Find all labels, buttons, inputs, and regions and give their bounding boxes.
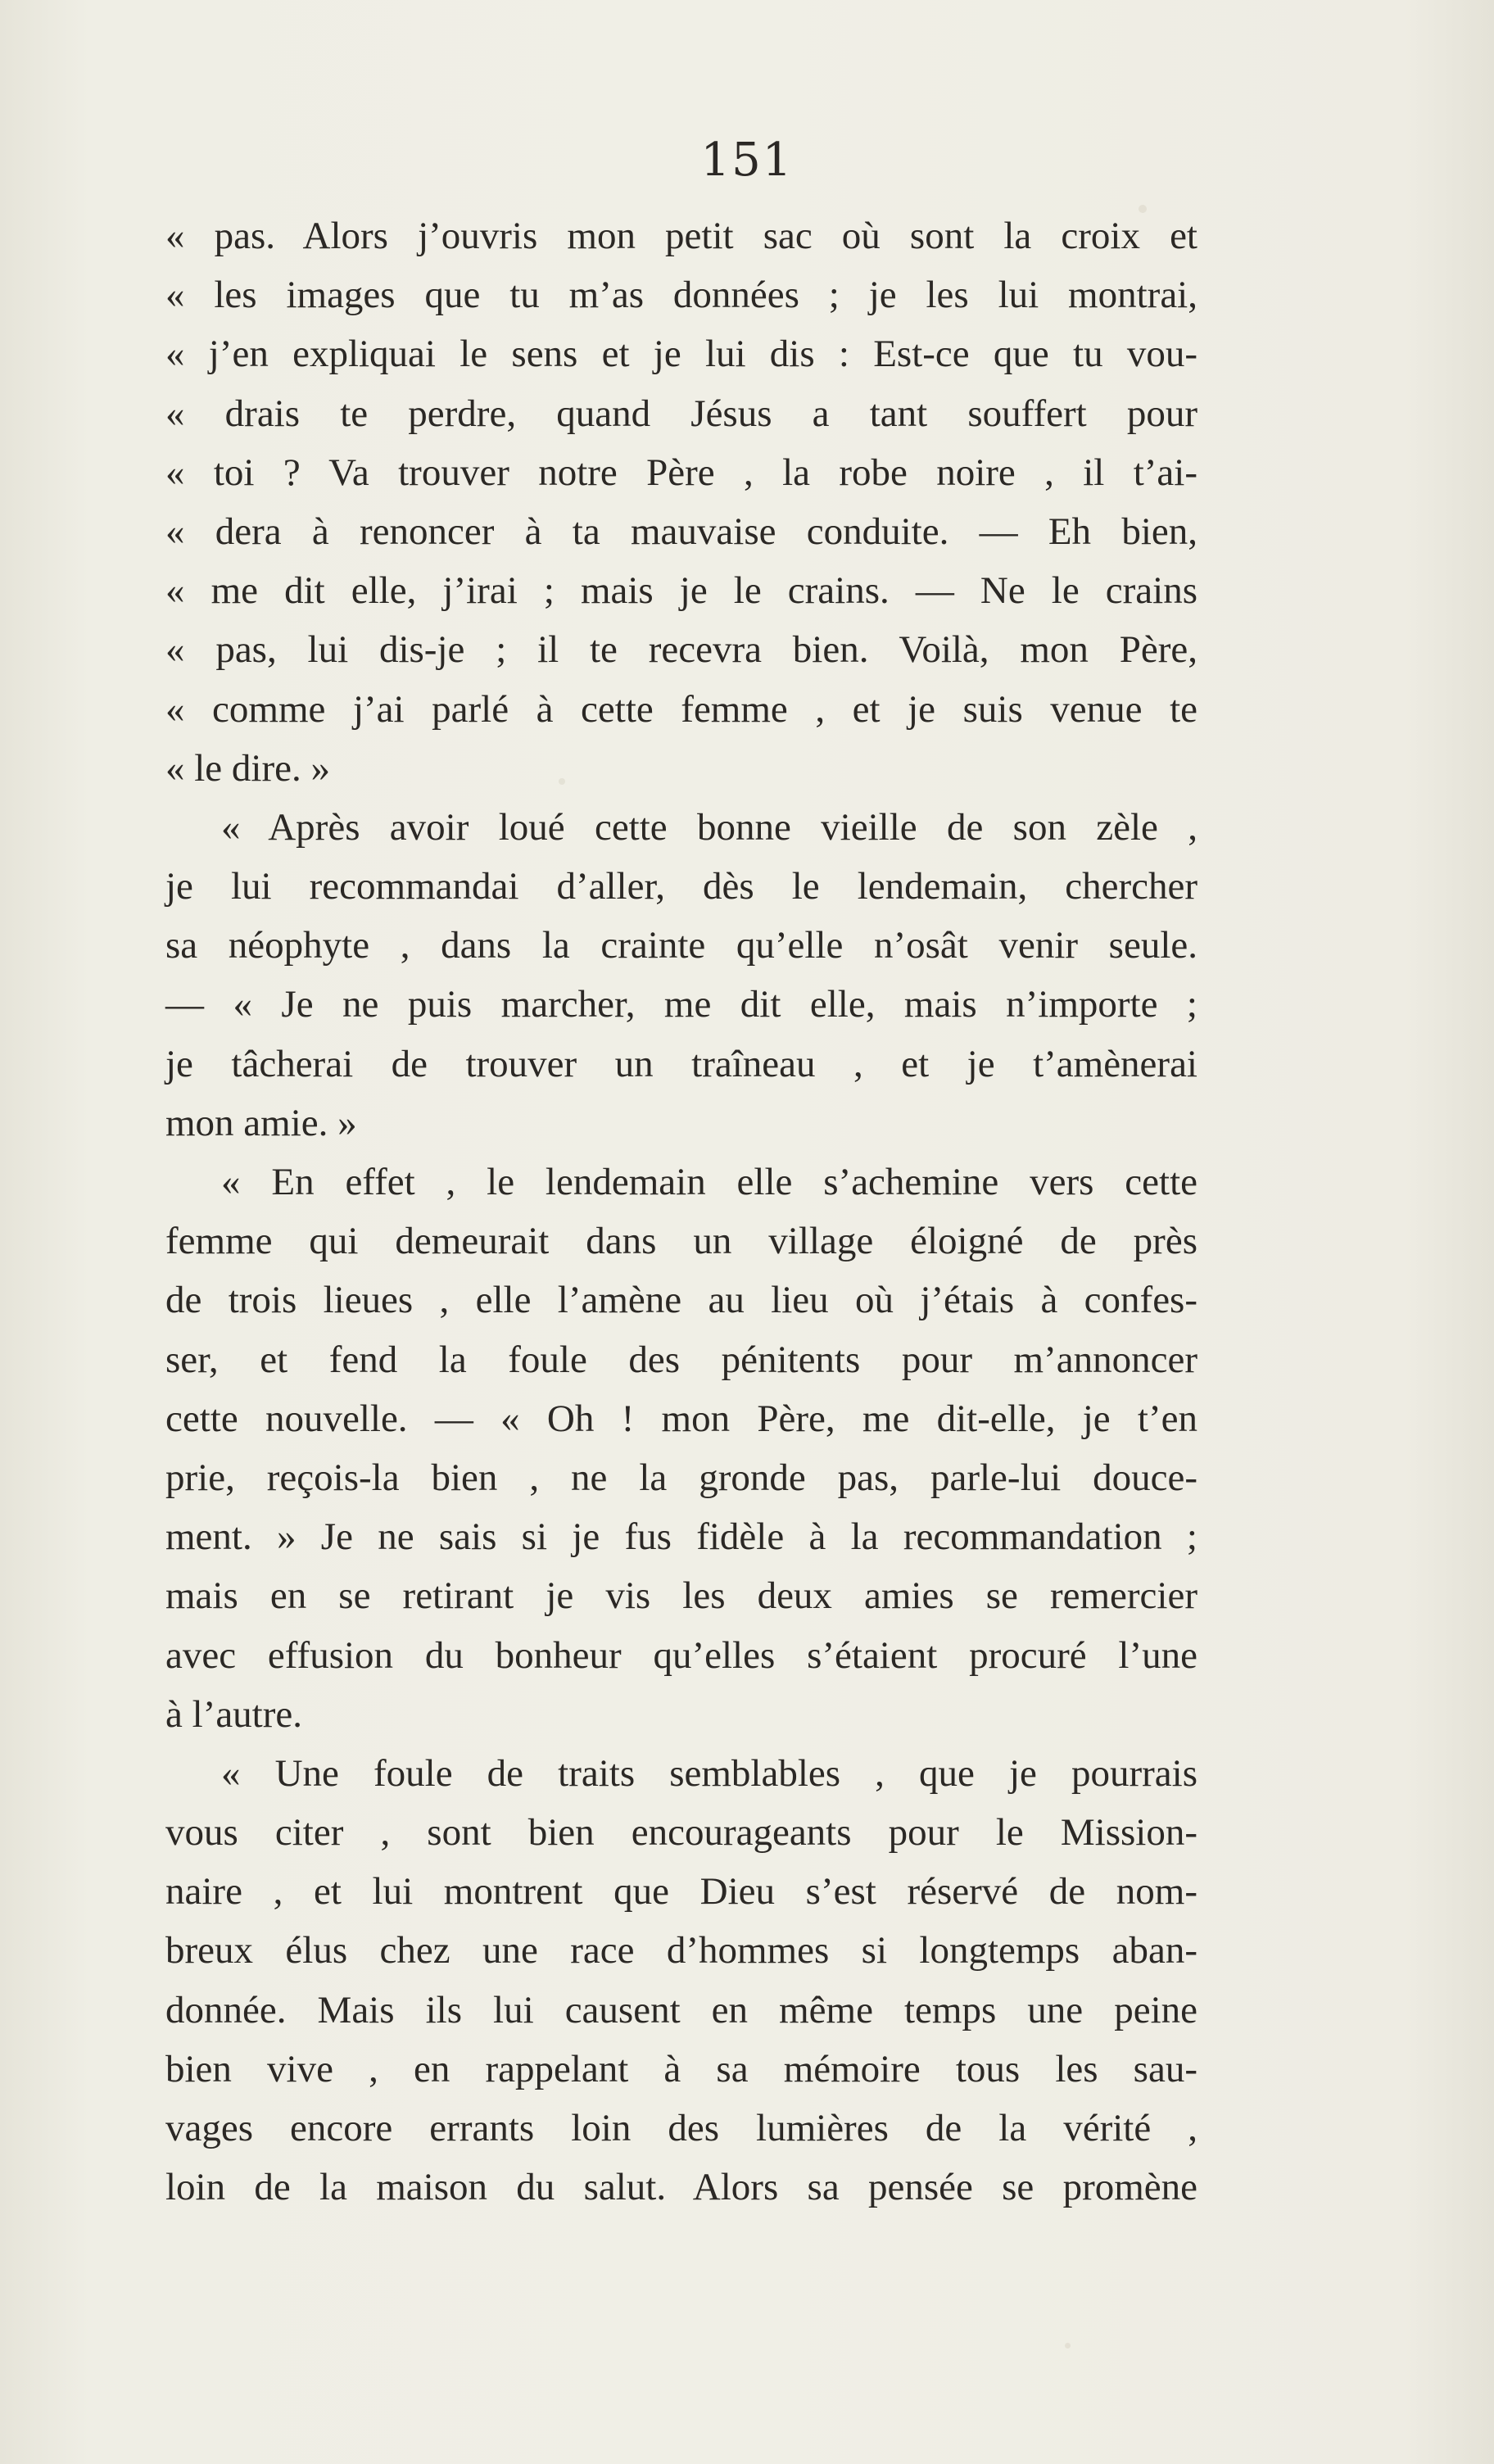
text-line: « En effet , le lendemain elle s’achemine vers cette: [221, 1161, 1197, 1203]
text-line: « comme j’ai parlé à cette femme , et je suis venue te: [165, 687, 1197, 731]
text-line: mon amie. »: [165, 1101, 357, 1144]
text-line: « pas, lui dis-je ; il te recevra bien. Voilà, mon Père,: [165, 628, 1197, 672]
text-line: femme qui demeurait dans un village éloigné de près: [165, 1220, 1197, 1263]
text-line: « Une foule de traits semblables , que je pourrais: [221, 1751, 1197, 1795]
text-line: sa néophyte , dans la crainte qu’elle n’osât venir seule.: [165, 924, 1197, 967]
text-line: ment. » Je ne sais si je fus fidèle à la recommandation ;: [165, 1515, 1197, 1559]
text-line: ser, et fend la foule des pénitents pour m’annoncer: [165, 1338, 1197, 1381]
text-line: breux élus chez une race d’hommes si longtemps aban-: [165, 1929, 1197, 1973]
text-line: « Après avoir loué cette bonne vieille de son zèle ,: [221, 805, 1197, 849]
paper-spot: [1065, 2343, 1071, 2348]
text-line: « me dit elle, j’irai ; mais je le crains. — Ne le crains: [165, 569, 1197, 613]
text-line: « drais te perdre, quand Jésus a tant souffert pour: [165, 392, 1197, 435]
text-line: « dera à renoncer à ta mauvaise conduite. — Eh bien,: [165, 510, 1197, 553]
text-line: vages encore errants loin des lumières de la vérité ,: [165, 2107, 1197, 2149]
text-line: cette nouvelle. — « Oh ! mon Père, me dit-elle, je t’en: [165, 1397, 1197, 1440]
page-number: 151: [700, 134, 794, 187]
body-text: [165, 206, 1197, 2217]
text-line: « pas. Alors j’ouvris mon petit sac où sont la croix et: [165, 215, 1197, 257]
text-line: — « Je ne puis marcher, me dit elle, mais n’importe ;: [165, 983, 1197, 1026]
text-line: « les images que tu m’as données ; je les lui montrai,: [165, 274, 1197, 317]
text-line: « j’en expliquai le sens et je lui dis : Est-ce que tu vou-: [165, 333, 1197, 376]
text-line: de trois lieues , elle l’amène au lieu où j’étais à confes-: [165, 1279, 1197, 1322]
text-line: mais en se retirant je vis les deux amies se remercier: [165, 1574, 1197, 1618]
text-line: donnée. Mais ils lui causent en même temps une peine: [165, 1988, 1197, 2031]
text-line: vous citer , sont bien encourageants pour le Mission-: [165, 1811, 1197, 1855]
text-line: « le dire. »: [165, 746, 330, 790]
text-line: naire , et lui montrent que Dieu s’est réservé de nom-: [165, 1870, 1197, 1914]
text-line: bien vive , en rappelant à sa mémoire tous les sau-: [165, 2047, 1197, 2090]
text-line: je lui recommandai d’aller, dès le lendemain, chercher: [165, 865, 1197, 908]
text-line: je tâcherai de trouver un traîneau , et je t’amènerai: [165, 1042, 1197, 1085]
text-line: prie, reçois-la bien , ne la gronde pas, parle-lui douce-: [165, 1456, 1197, 1499]
text-line: à l’autre.: [165, 1692, 303, 1736]
text-line: loin de la maison du salut. Alors sa pensée se promène: [165, 2166, 1197, 2209]
text-line: « toi ? Va trouver notre Père , la robe noire , il t’ai-: [165, 451, 1197, 494]
text-line: avec effusion du bonheur qu’elles s’étaient procuré l’une: [165, 1633, 1197, 1677]
